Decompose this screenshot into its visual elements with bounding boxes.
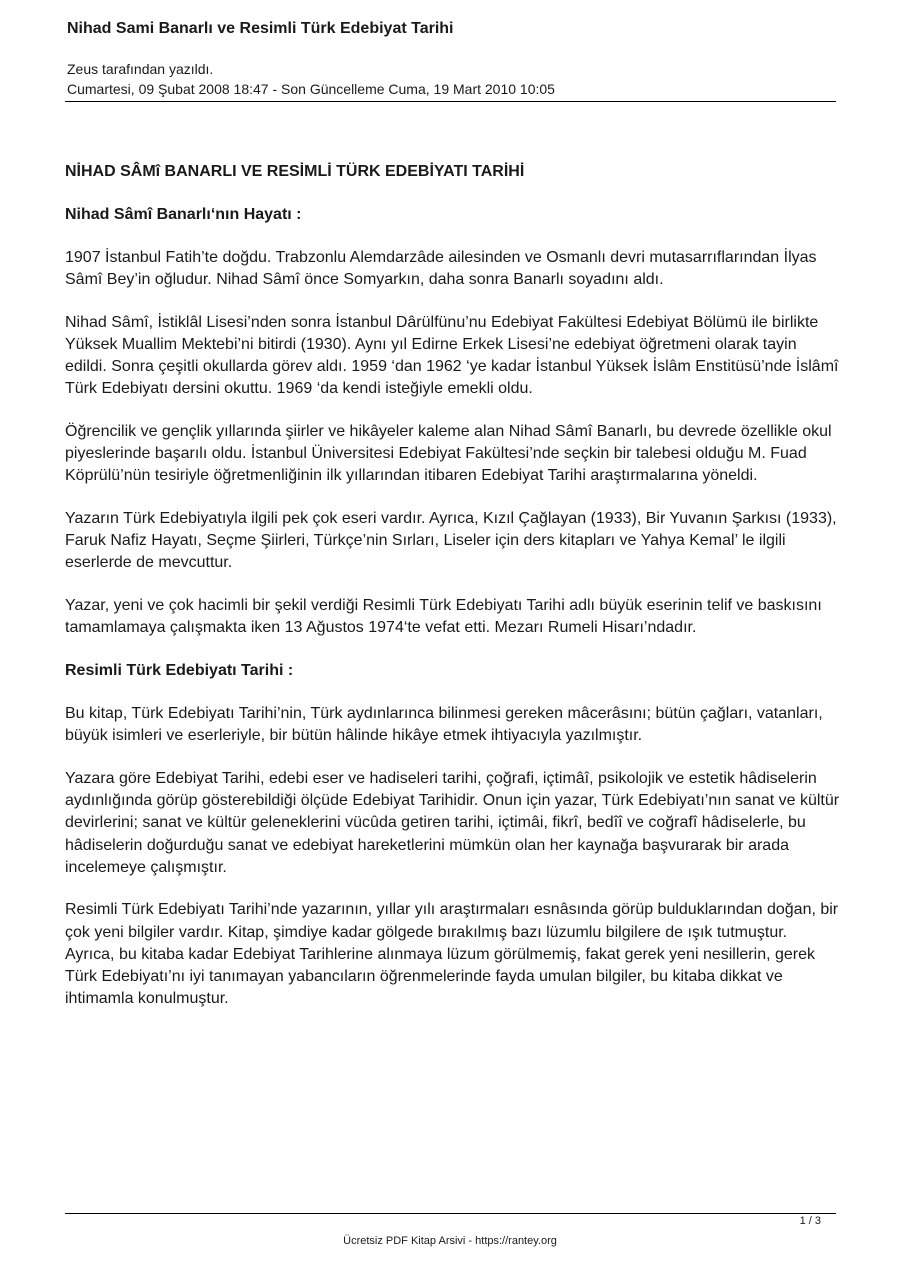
author-line: Zeus tarafından yazıldı. <box>67 61 214 77</box>
footer-divider <box>65 1213 836 1214</box>
document-title: Nihad Sami Banarlı ve Resimli Türk Edebiyat Tarihi <box>67 20 454 37</box>
article-body <box>65 161 840 1011</box>
section-heading-book: Resimli Türk Edebiyatı Tarihi : <box>65 662 294 680</box>
main-title: NİHAD SÂMî BANARLI VE RESİMLİ TÜRK EDEBİYATI TARİHİ <box>65 163 525 180</box>
paragraph: Nihad Sâmî, İstiklâl Lisesi’nden sonra İstanbul Dârülfünu’nu Edebiyat Fakültesi Edebiyat Bölümü ile birlikte Yüksek Muallim Mektebi’ni bitirdi (1930). Aynı yıl Edirne Erkek Lisesi’ne edebiyat öğretmeni olarak tayin edildi. Sonra çeşitli okullarda görev aldı. 1959 ‘dan 1962 ‘ye kadar İstanbul Yüksek İslâm Enstitüsü’nde İslâmî Türk Edebiyatı dersini okuttu. 1969 ‘da kendi isteğiyle emekli oldu. <box>65 313 839 398</box>
article-meta <box>67 59 555 99</box>
paragraph: Bu kitap, Türk Edebiyatı Tarihi’nin, Türk aydınlarınca bilinmesi gereken mâcerâsını; bütün çağları, vatanları, büyük isimleri ve eserleriyle, bir bütün hâlinde hikâye etmek ihtiyacıyla yazılmıştır. <box>65 705 823 745</box>
header-divider <box>65 101 836 102</box>
page-number: 1 / 3 <box>799 1215 821 1227</box>
footer-link-text: Ücretsiz PDF Kitap Arsivi - https://rantey.org <box>343 1235 557 1247</box>
date-line: Cumartesi, 09 Şubat 2008 18:47 - Son Güncelleme Cuma, 19 Mart 2010 10:05 <box>67 81 555 97</box>
paragraph: Resimli Türk Edebiyatı Tarihi’nde yazarının, yıllar yılı araştırmaları esnâsında görüp bulduklarından doğan, bir çok yeni bilgiler vardır. Kitap, şimdiye kadar gölgede bırakılmış bazı lüzumlu bilgilere de ışık tutmuştur. Ayrıca, bu kitaba kadar Edebiyat Tarihlerine alınmaya lüzum görülmemiş, fakat gerek yeni nesillerin, gerek Türk Edebiyatı’nı iyi tanımayan yabancıların öğrenmelerinde fayda umulan bilgiler, bu kitaba dikkat ve ihtimamla konulmuştur. <box>65 901 839 1008</box>
paragraph: Yazarın Türk Edebiyatıyla ilgili pek çok eseri vardır. Ayrıca, Kızıl Çağlayan (1933), Bir Yuvanın Şarkısı (1933), Faruk Nafiz Hayatı, Seçme Şiirleri, Türkçe’nin Sırları, Liseler için ders kitapları ve Yahya Kemal’ le ilgili eserlerde de mevcuttur. <box>65 509 837 572</box>
paragraph: 1907 İstanbul Fatih’te doğdu. Trabzonlu Alemdarzâde ailesinden ve Osmanlı devri mutasarrıflarından İlyas Sâmî Bey’in oğludur. Nihad Sâmî önce Somyarkın, daha sonra Banarlı soyadını aldı. <box>65 249 817 289</box>
paragraph: Yazar, yeni ve çok hacimli bir şekil verdiği Resimli Türk Edebiyatı Tarihi adlı büyük eserinin telif ve baskısını tamamlamaya çalışmakta iken 13 Ağustos 1974‘te vefat etti. Mezarı Rumeli Hisarı’ndadır. <box>65 596 822 636</box>
paragraph: Yazara göre Edebiyat Tarihi, edebi eser ve hadiseleri tarihi, çoğrafi, içtimâî, psikolojik ve estetik hâdiselerin aydınlığında görüp gösterebildiği ölçüde Edebiyat Tarihidir. Onun için yazar, Türk Edebiyatı’nın sanat ve kültür devirlerini; sanat ve kültür geleneklerini vücûda getiren tarihi, içtimâi, fikrî, bedîî ve coğrafî hâdiselerle, bu hâdiselerin doğurduğu sanat ve edebiyat hareketlerini mümkün olan her kaynağa başvurarak bir arada incelemeye çalışmıştır. <box>65 769 840 876</box>
paragraph: Öğrencilik ve gençlik yıllarında şiirler ve hikâyeler kaleme alan Nihad Sâmî Banarlı, bu devrede özellikle okul piyeslerinde başarılı oldu. İstanbul Üniversitesi Edebiyat Fakültesi’nde seçkin bir talebesi olduğu M. Fuad Köprülü’nün tesiriyle öğretmenliğinin ilk yıllarından itibaren Edebiyat Tarihi araştırmalarına yöneldi. <box>65 422 832 485</box>
section-heading-biography: Nihad Sâmî Banarlı‘nın Hayatı : <box>65 206 302 223</box>
